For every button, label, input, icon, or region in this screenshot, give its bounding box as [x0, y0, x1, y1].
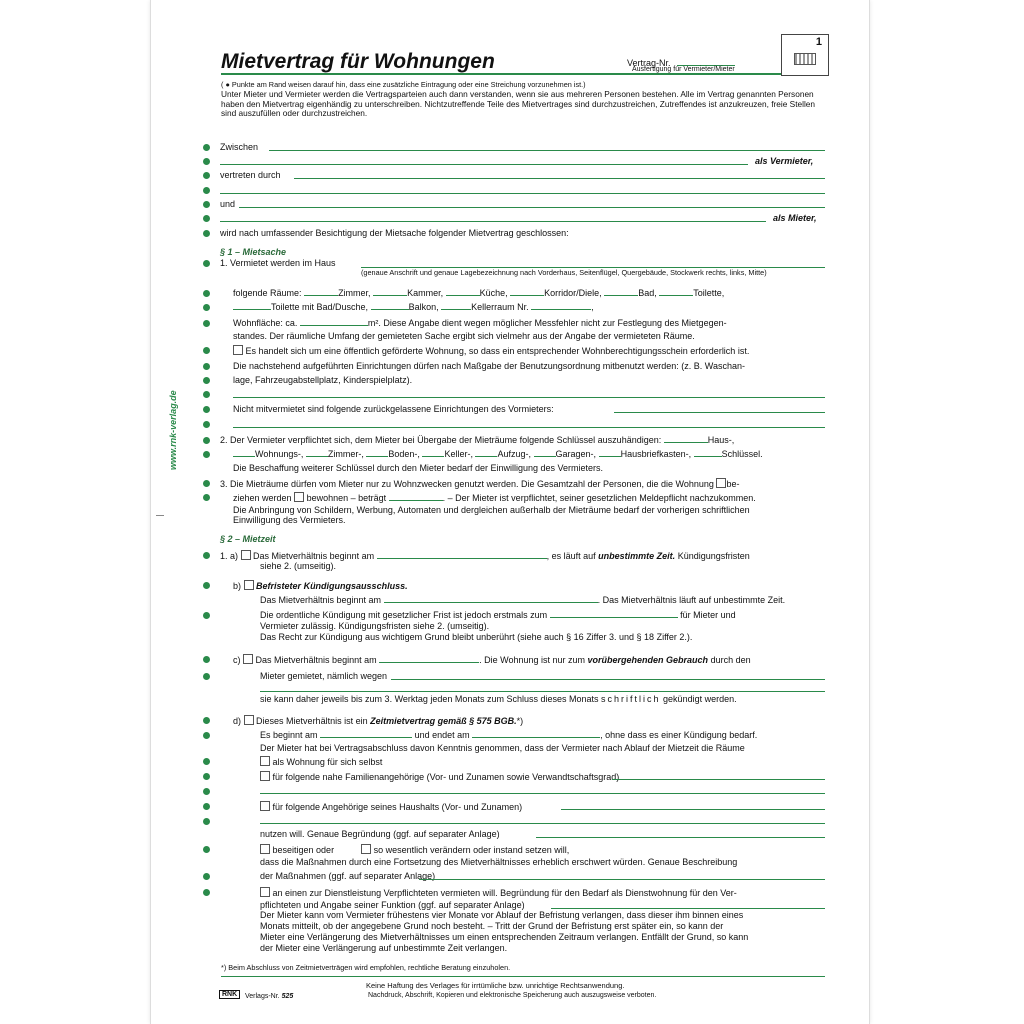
key-haus: Haus-, — [707, 435, 735, 445]
usage-text-2b: bewohnen – beträgt — [306, 493, 387, 503]
term-a-text-3: Kündigungsfristen — [677, 551, 750, 561]
term-b-text-5: Vermieter zulässig. Kündigungsfristen siehe 2. (umseitig). — [260, 621, 490, 631]
household-line[interactable] — [561, 809, 825, 810]
margin-dot — [203, 320, 210, 327]
margin-dot — [203, 363, 210, 370]
usage-row — [220, 478, 739, 489]
term-d-checkbox[interactable] — [244, 715, 254, 725]
footer-rule — [221, 976, 825, 977]
copyright-note: Nachdruck, Abschrift, Kopieren und elektronische Speicherung auch auszugsweise verboten. — [368, 992, 657, 999]
term-b-text-3: Die ordentliche Kündigung mit gesetzlicher Frist ist jedoch erstmals zum — [260, 610, 548, 620]
term-c-reason-line[interactable] — [391, 679, 825, 680]
term-d-opt1: als Wohnung für sich selbst — [272, 757, 383, 767]
copy-box — [781, 34, 829, 76]
term-d-end-2: Monats mitteilt, ob der angegebene Grund noch besteht. – Tritt der Grund der Befristung erst später ein, so kann der — [260, 921, 724, 931]
term-a-unlimited: unbestimmte Zeit. — [598, 551, 676, 561]
term-c-schriftlich: schriftlich — [601, 694, 661, 704]
term-d-beseitigen: beseitigen oder — [272, 845, 335, 855]
term-b-row-3 — [260, 610, 736, 620]
family-line-2[interactable] — [260, 793, 825, 794]
term-d-end-4: der Mieter eine Verlängerung auf unbestimmte Zeit verlangen. — [260, 943, 508, 953]
term-a-text-2: , es läuft auf — [546, 551, 596, 561]
term-b-text-2: . Das Mietverhältnis läuft auf unbestimmte Zeit. — [597, 595, 786, 605]
publisher-url: www.rnk-verlag.de — [168, 390, 178, 470]
term-b-date[interactable] — [384, 602, 598, 603]
margin-dot — [203, 846, 210, 853]
margin-dot — [203, 260, 210, 267]
represented-line[interactable] — [294, 178, 825, 179]
term-d-row — [233, 715, 523, 726]
margin-dot — [203, 494, 210, 501]
usage-text-end: be- — [726, 479, 740, 489]
between-label: Zwischen — [220, 142, 259, 152]
margin-dot — [203, 201, 210, 208]
margin-dot — [203, 304, 210, 311]
margin-dot — [203, 889, 210, 896]
term-c-reason-line-2[interactable] — [260, 691, 825, 692]
term-d-footnote-mark: *) — [516, 716, 524, 726]
facilities-text-2: lage, Fahrzeugabstellplatz, Kinderspielplatz). — [233, 375, 413, 385]
term-a-text: Das Mietverhältnis beginnt am — [253, 551, 375, 561]
household-checkbox[interactable] — [260, 801, 270, 811]
term-d-ends: und endet am — [414, 730, 470, 740]
footnote: *) Beim Abschluss von Zeitmietverträgen wird empfohlen, rechtliche Beratung einzuholen. — [221, 963, 511, 972]
term-a-checkbox[interactable] — [241, 550, 251, 560]
term-b-text: Das Mietverhältnis beginnt am — [260, 595, 382, 605]
term-d-opt2-row — [260, 771, 619, 782]
measures-line[interactable] — [419, 879, 825, 880]
room-keller: Kellerraum Nr. — [471, 302, 529, 312]
living-area-field[interactable] — [300, 325, 368, 326]
copy-note: Ausfertigung für Vermieter/Mieter — [632, 66, 735, 73]
term-b-row — [233, 580, 408, 591]
margin-dot — [203, 144, 210, 151]
facilities-line[interactable] — [233, 397, 825, 398]
key-aufzug: Aufzug-, — [497, 449, 532, 459]
margin-dot — [203, 158, 210, 165]
party-line[interactable] — [269, 150, 825, 151]
liability-note: Keine Haftung des Verlages für irrtümliche bzw. unrichtige Rechtsanwendung. — [366, 981, 625, 990]
publisher-number-label: Verlags-Nr. — [245, 993, 280, 1000]
publisher-number-value: 525 — [281, 993, 294, 1000]
term-c-text-4: Mieter gemietet, nämlich wegen — [260, 671, 388, 681]
margin-dot — [203, 818, 210, 825]
term-d-end-1: Der Mieter kann vom Vermieter frühestens vier Monate vor Ablauf der Befristung verlangen, dass dieser ihm binnen eines — [260, 910, 744, 920]
room-toilette: Toilette, — [693, 288, 725, 298]
living-area-text: m². Diese Angabe dient wegen möglicher Messfehler nicht zur Festlegung des Mietgegen- — [367, 318, 727, 328]
living-area-label: Wohnfläche: ca. — [233, 318, 298, 328]
key-schluessel: Schlüssel. — [721, 449, 763, 459]
represented-label: vertreten durch — [220, 170, 281, 180]
copy-number: 1 — [815, 36, 822, 48]
margin-dot — [203, 215, 210, 222]
as-tenant-label: als Mieter, — [773, 213, 817, 223]
margin-dot — [203, 172, 210, 179]
key-keller: Keller-, — [444, 449, 473, 459]
margin-dot — [203, 758, 210, 765]
term-c-checkbox[interactable] — [243, 654, 253, 664]
signs-text-1: Die Anbringung von Schildern, Werbung, Automaten und dergleichen außerhalb der Mieträume bedarf der vorherigen schriftlichen — [233, 505, 750, 515]
living-area-text-2: standes. Der räumliche Umfang der gemieteten Sache ergibt sich vielmehr aus der Angabe der vermieteten Räume. — [233, 331, 695, 341]
usage-text-2a: ziehen werden — [233, 493, 292, 503]
term-d-begins: Es beginnt am — [260, 730, 318, 740]
household-line-2[interactable] — [260, 823, 825, 824]
term-a-row — [220, 550, 750, 561]
key-briefkasten: Hausbriefkasten-, — [620, 449, 692, 459]
not-rented-line[interactable] — [614, 412, 825, 413]
publisher-number — [245, 993, 293, 1000]
margin-dot — [203, 873, 210, 880]
usage-row-2 — [233, 492, 756, 503]
term-d-text-3: Der Mieter hat bei Vertragsabschluss davon Kenntnis genommen, dass der Vermieter nach Ablauf der Mietzeit die Räume — [260, 743, 745, 753]
term-d-measures-2: der Maßnahmen (ggf. auf separater Anlage) — [260, 871, 436, 881]
key-garage: Garagen-, — [555, 449, 597, 459]
term-c-text-6: gekündigt werden. — [663, 694, 737, 704]
keys-text: 2. Der Vermieter verpflichtet sich, dem Mieter bei Übergabe der Mieträume folgende Schlüssel auszuhändigen: — [220, 435, 662, 445]
living-area-row — [233, 318, 727, 328]
margin-dot — [203, 391, 210, 398]
margin-dot — [203, 673, 210, 680]
subsidized-checkbox[interactable] — [233, 345, 243, 355]
tenant-line-2[interactable] — [220, 221, 766, 222]
term-c-text-5: sie kann daher jeweils bis zum 3. Werktag jeden Monats zum Schluss dieses Monats — [260, 694, 599, 704]
term-c-row — [233, 654, 751, 665]
intro-text: Unter Mieter und Vermieter werden die Vertragsparteien auch dann verstanden, wenn sie aus mehreren Personen bestehen. Alle im Vertrag genannten Personen haben den Mietvertrag eigenhändig zu unterschreiben. Nichtzutreffende Teile des Mietvertrages sind durchzustreichen, Zutreffendes ist anzukreuzen, freie Stellen sind auszufüllen oder durchzustreichen. — [221, 89, 816, 118]
as-landlord-label: als Vermieter, — [755, 156, 814, 166]
term-c-text: Das Mietverhältnis beginnt am — [255, 655, 377, 665]
blank-line[interactable] — [220, 193, 825, 194]
move-in-checkbox[interactable] — [716, 478, 726, 488]
term-d-opt4-row — [260, 844, 569, 855]
room-kueche: Küche, — [479, 288, 508, 298]
self-use-checkbox[interactable] — [260, 756, 270, 766]
term-a-text-4: siehe 2. (umseitig). — [260, 561, 337, 571]
term-b-row-2 — [260, 595, 785, 605]
keyboard-icon — [794, 53, 816, 65]
key-wohnung: Wohnungs-, — [255, 449, 304, 459]
term-d-opt2: für folgende nahe Familienangehörige (Vor- und Zunamen sowie Verwandtschaftsgrad) — [272, 772, 620, 782]
not-rented-line-2[interactable] — [233, 427, 825, 428]
margin-dot — [203, 717, 210, 724]
margin-dot — [203, 656, 210, 663]
title-rule — [221, 73, 781, 75]
service-checkbox[interactable] — [260, 887, 270, 897]
term-d-end-3: Mieter eine Verlängerung des Mietverhältnisses um einen entsprechenden Zeitraum verlangen. Entfällt der Grund, so kann — [260, 932, 749, 942]
landlord-line[interactable] — [220, 164, 748, 165]
term-a-date[interactable] — [377, 558, 547, 559]
not-rented-label: Nicht mitvermietet sind folgende zurückgelassene Einrichtungen des Vormieters: — [233, 404, 554, 414]
rooms-label: folgende Räume: — [233, 288, 302, 298]
margin-dot — [203, 803, 210, 810]
signs-text-2: Einwilligung des Vermieters. — [233, 515, 346, 525]
term-b-title: Befristeter Kündigungsausschluss. — [256, 581, 408, 591]
publisher-logo: RNK — [219, 990, 240, 999]
rooms-row-2: Toilette mit Bad/Dusche, Balkon, Kellerraum Nr. , — [233, 302, 594, 312]
alter-checkbox[interactable] — [361, 844, 371, 854]
term-d-measures-1: dass die Maßnahmen durch eine Fortsetzung des Mietverhältnisses erheblich erschwert würden. Genaue Beschreibung — [260, 857, 738, 867]
term-a-label: 1. a) — [220, 551, 239, 561]
room-zimmer: Zimmer, — [338, 288, 371, 298]
usage-text-2c: . – Der Mieter ist verpflichtet, seiner gesetzlichen Meldepflicht nachzukommen. — [442, 493, 756, 503]
term-d-opt5-row — [260, 887, 737, 898]
term-c-text-2: . Die Wohnung ist nur zum — [479, 655, 585, 665]
section-2-heading: § 2 – Mietzeit — [220, 534, 276, 544]
term-d-opt1-row — [260, 756, 382, 767]
dots-note: ( ● Punkte am Rand weisen darauf hin, dass eine zusätzliche Eintragung oder eine Streichung vorzunehmen ist.) — [221, 80, 586, 89]
term-d-veraendern: so wesentlich verändern oder instand setzen will, — [373, 845, 570, 855]
margin-dot — [203, 582, 210, 589]
term-d-no-notice: , ohne dass es einer Kündigung bedarf. — [600, 730, 758, 740]
facilities-text-1: Die nachstehend aufgeführten Einrichtungen dürfen nach Maßgabe der Benutzungsordnung mitbenutzt werden: (z. B. Waschan- — [233, 361, 745, 371]
term-d-opt3-row — [260, 801, 522, 812]
term-b-text-6: Das Recht zur Kündigung aus wichtigem Grund bleibt unberührt (siehe auch § 16 Ziffer 3. und § 18 Ziffer 2.). — [260, 632, 693, 642]
term-d-label: d) — [233, 716, 242, 726]
term-d-nutzen: nutzen will. Genaue Begründung (ggf. auf separater Anlage) — [260, 829, 500, 839]
key-zimmer: Zimmer-, — [327, 449, 364, 459]
term-b-text-4: für Mieter und — [680, 610, 736, 620]
term-b-first-date[interactable] — [550, 617, 678, 618]
usage-text: 3. Die Mieträume dürfen vom Mieter nur zu Wohnzwecken genutzt werden. Die Gesamtzahl der Personen, die die Wohnung — [220, 479, 714, 489]
margin-dot — [203, 437, 210, 444]
room-balkon: Balkon, — [408, 302, 439, 312]
service-line[interactable] — [551, 908, 825, 909]
remove-checkbox[interactable] — [260, 844, 270, 854]
term-d-dienst-1: an einen zur Dienstleistung Verpflichteten vermieten will. Begründung für den Bedarf als Dienstwohnung für den Ver- — [272, 888, 737, 898]
contract-number-label: Vertrag-Nr. — [627, 58, 671, 68]
margin-dot — [203, 406, 210, 413]
term-d-start-date[interactable] — [320, 737, 412, 738]
margin-dot — [203, 552, 210, 559]
inhabit-checkbox[interactable] — [294, 492, 304, 502]
term-d-text: Dieses Mietverhältnis ist ein — [256, 716, 368, 726]
keys-row — [220, 435, 734, 445]
margin-dot — [203, 732, 210, 739]
rooms-row — [233, 288, 724, 298]
margin-dot — [203, 788, 210, 795]
subsidized-row — [233, 345, 749, 356]
margin-dot — [203, 421, 210, 428]
margin-dot — [203, 187, 210, 194]
s1-item1: 1. Vermietet werden im Haus — [220, 258, 336, 268]
subsidized-text: Es handelt sich um eine öffentlich geförderte Wohnung, so dass ein entsprechender Wohnberechtigungsschein erforderlich ist. — [245, 346, 750, 356]
term-d-row-2 — [260, 730, 757, 740]
persons-field[interactable] — [389, 500, 443, 501]
room-korridor: Korridor/Diele, — [544, 288, 602, 298]
keys-note: Die Beschaffung weiterer Schlüssel durch den Mieter bedarf der Einwilligung des Vermieters. — [233, 463, 604, 473]
family-line[interactable] — [612, 779, 825, 780]
margin-dot — [203, 773, 210, 780]
term-c-label: c) — [233, 655, 241, 665]
margin-dot — [203, 377, 210, 384]
term-d-575: Zeitmietvertrag gemäß § 575 BGB. — [370, 716, 517, 726]
margin-dot — [203, 612, 210, 619]
term-c-row-3 — [260, 694, 737, 704]
term-b-checkbox[interactable] — [244, 580, 254, 590]
fold-mark — [156, 515, 164, 516]
term-d-end-date[interactable] — [472, 737, 600, 738]
room-kammer: Kammer, — [407, 288, 444, 298]
term-d-dienst-2: pflichteten und Angabe seiner Funktion (ggf. auf separater Anlage) — [260, 900, 525, 910]
page-title: Mietvertrag für Wohnungen — [221, 50, 495, 73]
and-label: und — [220, 199, 236, 209]
term-c-text-3: durch den — [710, 655, 751, 665]
key-boden: Boden-, — [388, 449, 420, 459]
tenant-line-1[interactable] — [239, 207, 825, 208]
term-b-label: b) — [233, 581, 242, 591]
address-hint: (genaue Anschrift und genaue Lagebezeichnung nach Vorderhaus, Seitenflügel, Quergebäude, Stockwerk rechts, links, Mitte) — [361, 268, 767, 277]
room-bad: Bad, — [638, 288, 657, 298]
section-1-heading: § 1 – Mietsache — [220, 247, 287, 257]
room-toilette-bad: Toilette mit Bad/Dusche, — [271, 302, 369, 312]
closing-sentence: wird nach umfassender Besichtigung der Mietsache folgender Mietvertrag geschlossen: — [220, 228, 569, 238]
contract-page — [150, 0, 870, 1024]
margin-dot — [203, 230, 210, 237]
term-d-opt3: für folgende Angehörige seines Haushalts (Vor- und Zunamen) — [272, 802, 523, 812]
reason-line[interactable] — [536, 837, 825, 838]
margin-dot — [203, 480, 210, 487]
term-c-temporary: vorübergehenden Gebrauch — [587, 655, 709, 665]
margin-dot — [203, 347, 210, 354]
term-c-date[interactable] — [379, 662, 479, 663]
margin-dot — [203, 290, 210, 297]
margin-dot — [203, 451, 210, 458]
keys-row-2 — [233, 449, 763, 459]
family-checkbox[interactable] — [260, 771, 270, 781]
